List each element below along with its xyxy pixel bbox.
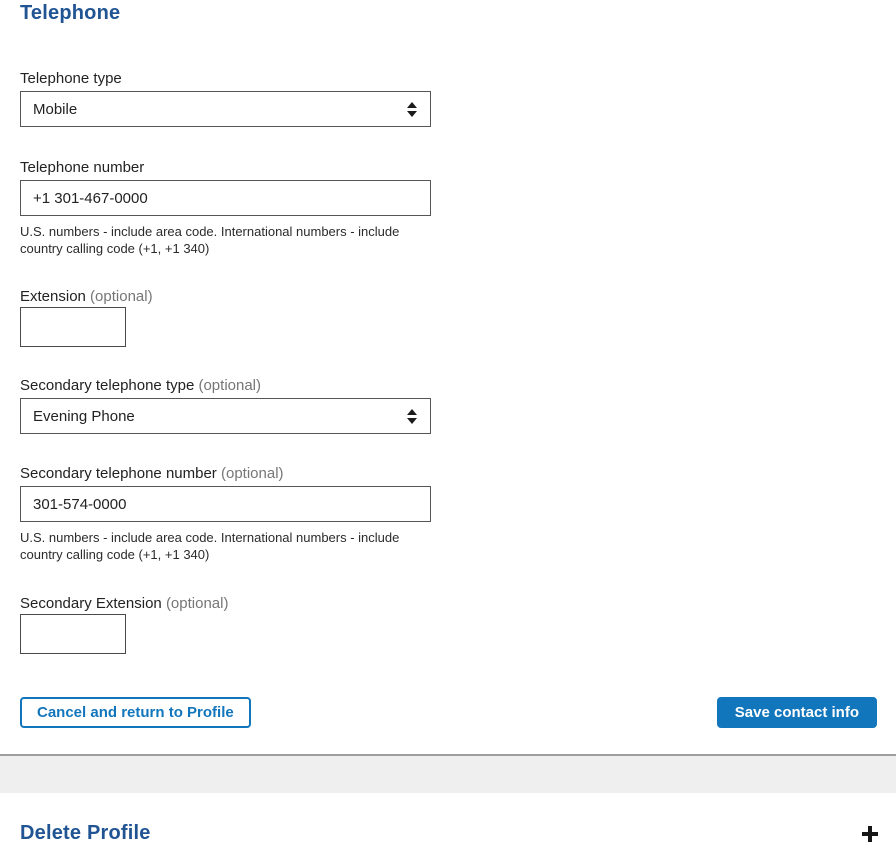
cancel-button[interactable]: Cancel and return to Profile xyxy=(20,697,251,728)
extension-label xyxy=(20,287,877,306)
telephone-type-selected-value: Mobile xyxy=(33,100,78,118)
secondary-telephone-number-label-text: Secondary telephone number xyxy=(20,465,217,482)
field-secondary-telephone-number xyxy=(20,464,877,563)
secondary-extension-label-text: Secondary Extension xyxy=(20,595,162,612)
arrow-up-icon xyxy=(407,409,417,415)
select-arrows-icon xyxy=(407,409,417,424)
secondary-extension-optional-tag: (optional) xyxy=(165,595,229,612)
secondary-telephone-type-selected-value: Evening Phone xyxy=(33,407,135,425)
telephone-number-label-text: Telephone number xyxy=(20,159,145,176)
secondary-extension-label xyxy=(20,594,877,613)
secondary-telephone-type-label-text: Secondary telephone type xyxy=(20,377,195,394)
delete-profile-section xyxy=(0,793,896,845)
secondary-telephone-number-help: U.S. numbers - include area code. International numbers - include country calling code (+1, +1 340) xyxy=(20,530,400,562)
telephone-number-input[interactable] xyxy=(20,180,431,216)
secondary-telephone-number-label xyxy=(20,464,877,483)
secondary-telephone-number-input[interactable] xyxy=(20,486,431,522)
select-arrows-icon xyxy=(407,102,417,117)
delete-profile-accordion-header[interactable] xyxy=(20,822,878,845)
extension-input[interactable] xyxy=(20,307,126,347)
secondary-extension-input[interactable] xyxy=(20,614,126,654)
section-divider xyxy=(0,754,896,793)
secondary-telephone-number-optional-tag: (optional) xyxy=(220,465,284,482)
form-actions xyxy=(20,697,877,728)
delete-profile-heading: Delete Profile xyxy=(20,822,151,844)
extension-optional-tag: (optional) xyxy=(90,288,153,305)
field-telephone-number xyxy=(20,158,877,257)
telephone-section-heading: Telephone xyxy=(20,2,121,24)
extension-label-text: Extension xyxy=(20,288,86,305)
save-contact-info-button[interactable]: Save contact info xyxy=(717,697,877,728)
field-secondary-extension xyxy=(20,594,877,654)
arrow-down-icon xyxy=(407,111,417,117)
arrow-down-icon xyxy=(407,418,417,424)
telephone-number-help: U.S. numbers - include area code. International numbers - include country calling code (+1, +1 340) xyxy=(20,224,400,256)
expand-plus-icon[interactable] xyxy=(862,826,878,842)
field-extension xyxy=(20,287,877,347)
secondary-telephone-type-optional-tag: (optional) xyxy=(198,377,262,394)
field-telephone-type xyxy=(20,69,877,127)
telephone-type-label xyxy=(20,69,877,88)
secondary-telephone-type-select[interactable] xyxy=(20,398,431,434)
telephone-type-select[interactable] xyxy=(20,91,431,127)
field-secondary-telephone-type xyxy=(20,376,877,434)
telephone-type-label-text: Telephone type xyxy=(20,70,122,87)
secondary-telephone-type-label xyxy=(20,376,877,395)
arrow-up-icon xyxy=(407,102,417,108)
telephone-number-label xyxy=(20,158,877,177)
